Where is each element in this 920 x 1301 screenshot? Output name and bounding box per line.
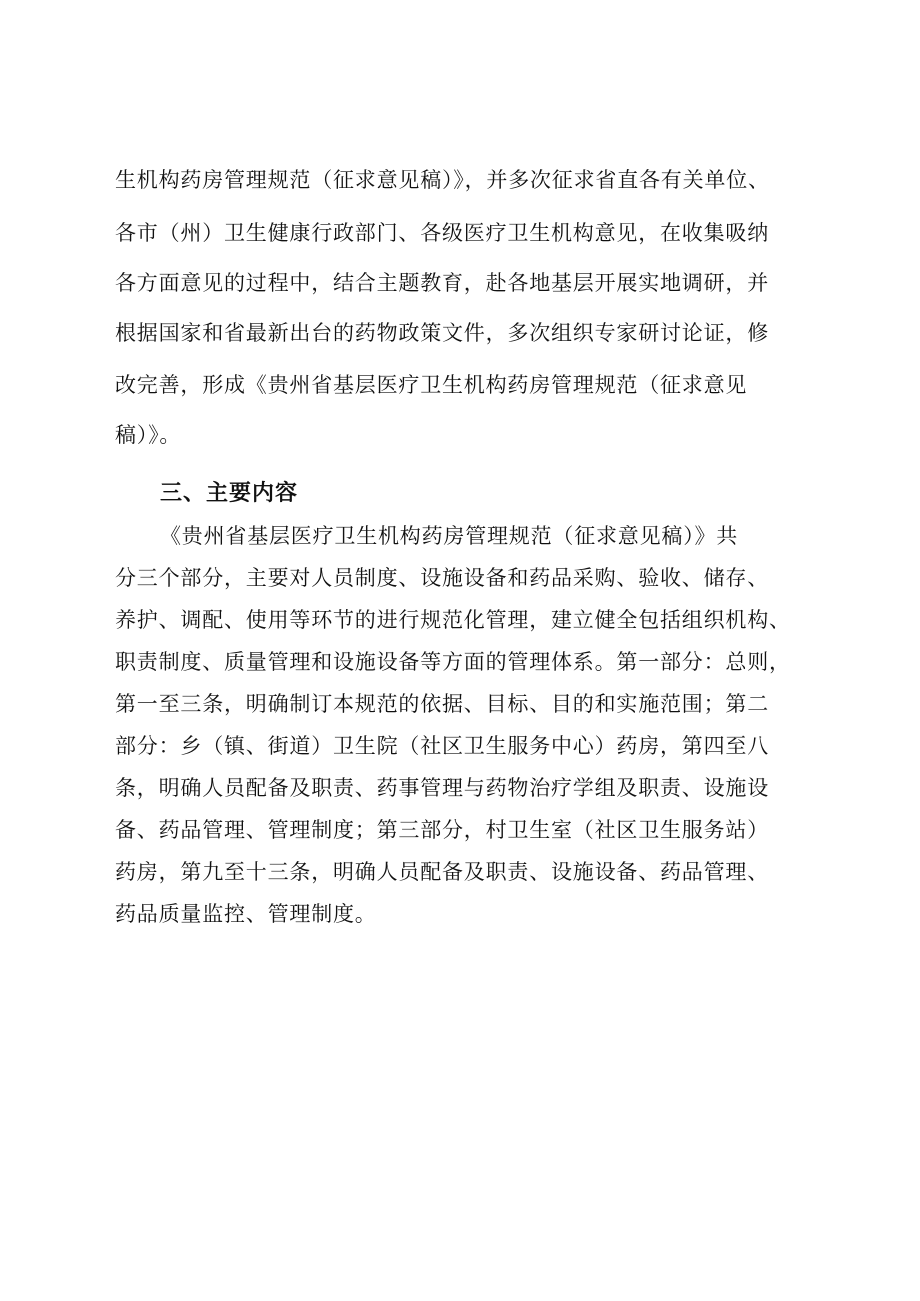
paragraph-line: 职责制度、质量管理和设施设备等方面的管理体系。第一部分：总则，: [115, 650, 791, 674]
paragraph-line: 分三个部分，主要对人员制度、设施设备和药品采购、验收、储存、: [115, 566, 769, 590]
paragraph-line: 部分：乡（镇、街道）卫生院（社区卫生服务中心）药房，第四至八: [115, 734, 769, 758]
paragraph-line: 生机构药房管理规范（征求意见稿）》，并多次征求省直各有关单位、: [115, 168, 770, 192]
section-heading: 三、主要内容: [160, 481, 299, 506]
paragraph-line: 药品质量监控、管理制度。: [115, 902, 377, 926]
paragraph-line: 养护、调配、使用等环节的进行规范化管理，建立健全包括组织机构、: [115, 608, 791, 632]
paragraph-line: 备、药品管理、管理制度；第三部分，村卫生室（社区卫生服务站）: [115, 818, 769, 842]
paragraph-line: 药房，第九至十三条，明确人员配备及职责、设施设备、药品管理、: [115, 860, 769, 884]
paragraph-line: 根据国家和省最新出台的药物政策文件，多次组织专家研讨论证，修: [115, 321, 769, 345]
paragraph-line: 第一至三条，明确制订本规范的依据、目标、目的和实施范围；第二: [115, 692, 769, 716]
paragraph-line: 条，明确人员配备及职责、药事管理与药物治疗学组及职责、设施设: [115, 776, 769, 800]
paragraph-line: 改完善，形成《贵州省基层医疗卫生机构药房管理规范（征求意见: [115, 373, 748, 397]
paragraph-line: 《贵州省基层医疗卫生机构药房管理规范（征求意见稿）》共: [160, 524, 739, 548]
paragraph-line: 各方面意见的过程中，结合主题教育，赴各地基层开展实地调研，并: [115, 271, 769, 295]
paragraph-line: 各市（州）卫生健康行政部门、各级医疗卫生机构意见，在收集吸纳: [115, 221, 769, 245]
paragraph-line: 稿）》。: [115, 423, 182, 447]
